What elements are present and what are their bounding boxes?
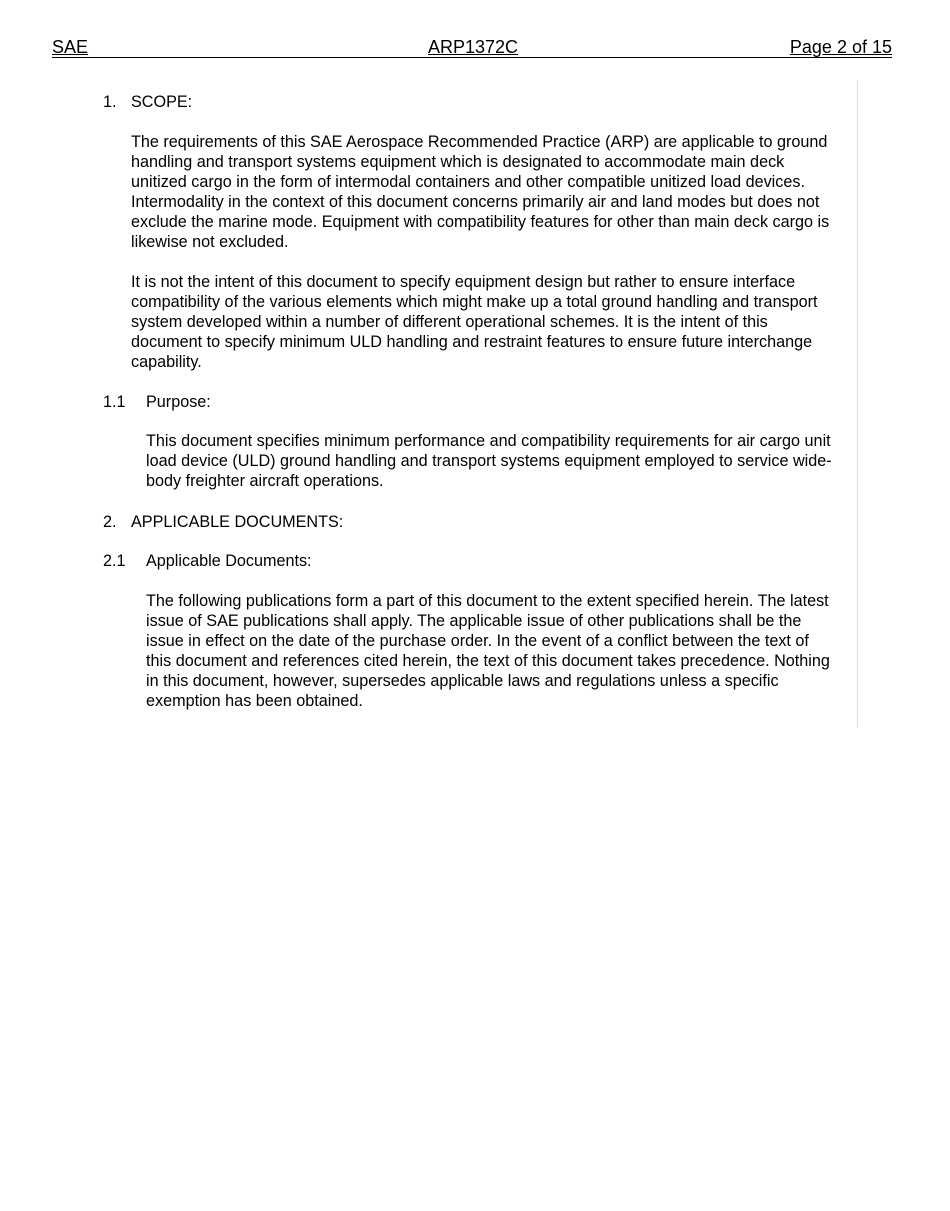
section-number: 2.1 [103,552,126,570]
section-number: 2. [103,513,117,531]
page-header [52,37,892,58]
section-title: Purpose: [146,393,211,411]
scope-paragraph-1: The requirements of this SAE Aerospace Recommended Practice (ARP) are applicable to ground handling and transport systems equipment which is designated to accommodate main deck unitized cargo in the form of intermodal containers and other compatible unitized load devices. Intermodality in the context of this document concerns primarily air and land modes but does not exclude the marine mode. Equipment with compatibility features for other than main deck cargo is likewise not excluded. [131,133,830,251]
section-heading-scope [103,92,192,112]
header-page-number: Page 2 of 15 [789,37,892,57]
section-title: APPLICABLE DOCUMENTS: [131,513,344,531]
section-heading-purpose [103,392,211,412]
purpose-paragraph: This document specifies minimum performance and compatibility requirements for air cargo unit load device (ULD) ground handling and transport systems equipment employed to service wide-body freighter aircraft operations. [146,432,832,490]
section-title: Applicable Documents: [146,552,312,570]
applicable-documents-paragraph: The following publications form a part of this document to the extent specified herein. The latest issue of SAE publications shall apply. The applicable issue of other publications shall be the issue in effect on the date of the purchase order. In the event of a conflict between the text of this document and references cited herein, the text of this document takes precedence. Nothing in this document, however, supersedes applicable laws and regulations unless a specific exemption has been obtained. [146,592,830,710]
header-document-number: ARP1372C [428,37,519,57]
section-number: 1.1 [103,393,126,411]
margin-rule [857,80,858,728]
header-organization: SAE [52,37,89,57]
section-heading-applicable-documents-sub [103,551,312,571]
scope-paragraph-2: It is not the intent of this document to specify equipment design but rather to ensure interface compatibility of the various elements which might make up a total ground handling and transport system developed within a number of different operational schemes. It is the intent of this document to specify minimum ULD handling and restraint features to ensure future interchange capability. [131,273,818,371]
section-title: SCOPE: [131,93,193,111]
section-heading-applicable-documents [103,512,343,532]
section-number: 1. [103,93,117,111]
